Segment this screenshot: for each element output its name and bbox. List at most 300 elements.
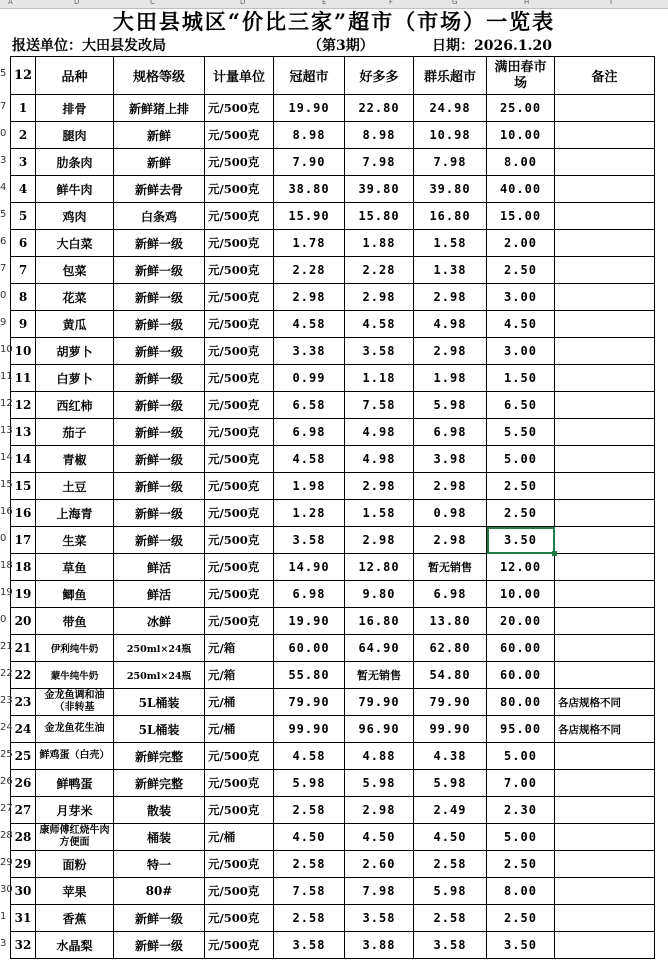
cell-no[interactable]: 13	[11, 419, 36, 446]
cell-name[interactable]: 鸡肉	[36, 203, 114, 230]
cell-p2[interactable]: 7.98	[345, 149, 414, 176]
cell-p3[interactable]: 39.80	[414, 176, 487, 203]
cell-p2[interactable]: 79.90	[345, 689, 414, 716]
cell-p2[interactable]: 96.90	[345, 716, 414, 743]
cell-name[interactable]: 腿肉	[36, 122, 114, 149]
cell-p3[interactable]: 24.98	[414, 95, 487, 122]
cell-unit[interactable]: 元/500克	[205, 257, 274, 284]
cell-p3[interactable]: 2.49	[414, 797, 487, 824]
cell-p4[interactable]: 7.00	[487, 770, 555, 797]
cell-unit[interactable]: 元/桶	[205, 824, 274, 851]
cell-unit[interactable]: 元/500克	[205, 527, 274, 554]
cell-unit[interactable]: 元/500克	[205, 284, 274, 311]
column-letter[interactable]: H	[524, 0, 530, 6]
cell-p4[interactable]: 2.50	[487, 905, 555, 932]
cell-unit[interactable]: 元/500克	[205, 419, 274, 446]
cell-p3[interactable]: 2.98	[414, 284, 487, 311]
cell-p4[interactable]: 10.00	[487, 122, 555, 149]
cell-unit[interactable]: 元/500克	[205, 797, 274, 824]
cell-note[interactable]: 各店规格不同	[555, 716, 655, 743]
row-number[interactable]: 5	[0, 209, 7, 220]
cell-p3[interactable]: 2.98	[414, 527, 487, 554]
cell-p2[interactable]: 4.98	[345, 419, 414, 446]
cell-unit[interactable]: 元/500克	[205, 338, 274, 365]
cell-p4[interactable]: 4.50	[487, 311, 555, 338]
cell-spec[interactable]: 鲜活	[114, 554, 205, 581]
cell-unit[interactable]: 元/500克	[205, 851, 274, 878]
cell-p4[interactable]: 5.50	[487, 419, 555, 446]
row-number[interactable]: 4	[0, 182, 7, 193]
cell-p4[interactable]: 10.00	[487, 581, 555, 608]
cell-no[interactable]: 12	[11, 392, 36, 419]
cell-p4[interactable]: 5.00	[487, 824, 555, 851]
cell-spec[interactable]: 250ml×24瓶	[114, 662, 205, 689]
cell-note[interactable]	[555, 284, 655, 311]
cell-no[interactable]: 28	[11, 824, 36, 851]
cell-spec[interactable]: 新鲜一级	[114, 473, 205, 500]
cell-spec[interactable]: 新鲜完整	[114, 743, 205, 770]
cell-p1[interactable]: 19.90	[274, 95, 345, 122]
cell-p2[interactable]: 1.58	[345, 500, 414, 527]
cell-p4[interactable]: 3.50	[487, 932, 555, 959]
cell-note[interactable]	[555, 743, 655, 770]
row-number[interactable]: 26	[0, 776, 13, 787]
column-letter[interactable]: F	[389, 0, 394, 6]
cell-p3[interactable]: 2.58	[414, 905, 487, 932]
cell-p4[interactable]: 20.00	[487, 608, 555, 635]
cell-p1[interactable]: 4.58	[274, 743, 345, 770]
cell-p1[interactable]: 3.58	[274, 527, 345, 554]
row-number[interactable]: 0	[0, 533, 7, 544]
cell-spec[interactable]: 新鲜去骨	[114, 176, 205, 203]
cell-unit[interactable]: 元/500克	[205, 176, 274, 203]
cell-unit[interactable]: 元/500克	[205, 473, 274, 500]
cell-unit[interactable]: 元/500克	[205, 500, 274, 527]
cell-unit[interactable]: 元/500克	[205, 581, 274, 608]
cell-p1[interactable]: 2.58	[274, 851, 345, 878]
column-letter[interactable]: E	[322, 0, 327, 6]
row-number[interactable]: 5	[0, 68, 7, 79]
cell-p4[interactable]: 25.00	[487, 95, 555, 122]
cell-spec[interactable]: 新鲜一级	[114, 338, 205, 365]
cell-unit[interactable]: 元/500克	[205, 230, 274, 257]
cell-p1[interactable]: 4.58	[274, 311, 345, 338]
cell-note[interactable]	[555, 95, 655, 122]
header-name[interactable]: 品种	[36, 57, 114, 95]
cell-p4[interactable]: 8.00	[487, 149, 555, 176]
cell-p1[interactable]: 0.99	[274, 365, 345, 392]
row-number[interactable]: 13	[0, 425, 13, 436]
cell-spec[interactable]: 新鲜	[114, 149, 205, 176]
cell-p1[interactable]: 6.58	[274, 392, 345, 419]
cell-note[interactable]	[555, 365, 655, 392]
cell-name[interactable]: 大白菜	[36, 230, 114, 257]
cell-p1[interactable]: 2.98	[274, 284, 345, 311]
row-number[interactable]: 23	[0, 695, 13, 706]
column-letter[interactable]: A	[8, 0, 13, 6]
cell-spec[interactable]: 白条鸡	[114, 203, 205, 230]
cell-p3[interactable]: 4.50	[414, 824, 487, 851]
cell-name[interactable]: 金龙鱼花生油	[36, 716, 114, 743]
cell-name[interactable]: 西红柿	[36, 392, 114, 419]
cell-note[interactable]	[555, 419, 655, 446]
row-number[interactable]: 15	[0, 479, 13, 490]
column-letter[interactable]: C	[150, 0, 155, 6]
cell-p3[interactable]: 79.90	[414, 689, 487, 716]
cell-p1[interactable]: 6.98	[274, 581, 345, 608]
cell-unit[interactable]: 元/500克	[205, 932, 274, 959]
header-store3[interactable]: 群乐超市	[414, 57, 487, 95]
cell-note[interactable]	[555, 608, 655, 635]
cell-spec[interactable]: 新鲜一级	[114, 500, 205, 527]
cell-p3[interactable]: 2.58	[414, 851, 487, 878]
cell-p2[interactable]: 1.88	[345, 230, 414, 257]
cell-note[interactable]	[555, 446, 655, 473]
cell-no[interactable]: 31	[11, 905, 36, 932]
row-number[interactable]: 30	[0, 884, 13, 895]
cell-name[interactable]: 茄子	[36, 419, 114, 446]
row-number[interactable]: 19	[0, 587, 13, 598]
row-number[interactable]: 28	[0, 830, 13, 841]
cell-p4[interactable]: 6.50	[487, 392, 555, 419]
cell-p1[interactable]: 55.80	[274, 662, 345, 689]
cell-p1[interactable]: 3.38	[274, 338, 345, 365]
cell-no[interactable]: 16	[11, 500, 36, 527]
cell-name[interactable]: 伊利纯牛奶	[36, 635, 114, 662]
cell-no[interactable]: 15	[11, 473, 36, 500]
header-unit[interactable]: 计量单位	[205, 57, 274, 95]
row-number[interactable]: 7	[0, 101, 7, 112]
cell-note[interactable]	[555, 797, 655, 824]
cell-note[interactable]	[555, 203, 655, 230]
cell-p4[interactable]: 2.50	[487, 851, 555, 878]
row-number[interactable]: 0	[0, 614, 7, 625]
cell-p2[interactable]: 22.80	[345, 95, 414, 122]
cell-p2[interactable]: 12.80	[345, 554, 414, 581]
cell-p3[interactable]: 1.38	[414, 257, 487, 284]
cell-note[interactable]	[555, 554, 655, 581]
cell-spec[interactable]: 新鲜一级	[114, 284, 205, 311]
cell-unit[interactable]: 元/500克	[205, 608, 274, 635]
cell-p4[interactable]: 2.50	[487, 473, 555, 500]
cell-p1[interactable]: 99.90	[274, 716, 345, 743]
cell-p2[interactable]: 64.90	[345, 635, 414, 662]
cell-name[interactable]: 草鱼	[36, 554, 114, 581]
cell-name[interactable]: 鲜鸭蛋	[36, 770, 114, 797]
cell-p2[interactable]: 2.60	[345, 851, 414, 878]
cell-p4[interactable]: 40.00	[487, 176, 555, 203]
cell-spec[interactable]: 鲜活	[114, 581, 205, 608]
cell-no[interactable]: 22	[11, 662, 36, 689]
cell-note[interactable]	[555, 851, 655, 878]
cell-p2[interactable]: 15.80	[345, 203, 414, 230]
cell-p2[interactable]: 4.88	[345, 743, 414, 770]
cell-no[interactable]: 10	[11, 338, 36, 365]
cell-unit[interactable]: 元/500克	[205, 149, 274, 176]
column-letter[interactable]: D	[74, 0, 80, 6]
row-number[interactable]: 22	[0, 668, 13, 679]
cell-unit[interactable]: 元/500克	[205, 311, 274, 338]
cell-p2[interactable]: 2.98	[345, 473, 414, 500]
cell-p2[interactable]: 7.98	[345, 878, 414, 905]
cell-note[interactable]	[555, 905, 655, 932]
cell-p1[interactable]: 79.90	[274, 689, 345, 716]
cell-p2[interactable]: 39.80	[345, 176, 414, 203]
cell-note[interactable]	[555, 662, 655, 689]
cell-spec[interactable]: 5L桶装	[114, 716, 205, 743]
cell-p1[interactable]: 38.80	[274, 176, 345, 203]
cell-note[interactable]	[555, 257, 655, 284]
header-spec[interactable]: 规格等级	[114, 57, 205, 95]
cell-p3[interactable]: 3.58	[414, 932, 487, 959]
cell-spec[interactable]: 新鲜完整	[114, 770, 205, 797]
cell-no[interactable]: 21	[11, 635, 36, 662]
cell-note[interactable]	[555, 176, 655, 203]
cell-note[interactable]	[555, 932, 655, 959]
cell-unit[interactable]: 元/箱	[205, 662, 274, 689]
cell-unit[interactable]: 元/500克	[205, 122, 274, 149]
cell-unit[interactable]: 元/500克	[205, 770, 274, 797]
cell-spec[interactable]: 80#	[114, 878, 205, 905]
cell-p2[interactable]: 3.88	[345, 932, 414, 959]
cell-p2[interactable]: 4.50	[345, 824, 414, 851]
cell-p1[interactable]: 8.98	[274, 122, 345, 149]
row-number[interactable]: 10	[0, 344, 13, 355]
cell-spec[interactable]: 特一	[114, 851, 205, 878]
cell-spec[interactable]: 新鲜猪上排	[114, 95, 205, 122]
cell-name[interactable]: 香蕉	[36, 905, 114, 932]
cell-name[interactable]: 鲜牛肉	[36, 176, 114, 203]
cell-note[interactable]	[555, 635, 655, 662]
cell-no[interactable]: 17	[11, 527, 36, 554]
cell-p1[interactable]: 6.98	[274, 419, 345, 446]
cell-no[interactable]: 1	[11, 95, 36, 122]
cell-unit[interactable]: 元/500克	[205, 203, 274, 230]
cell-spec[interactable]: 新鲜一级	[114, 905, 205, 932]
cell-p4[interactable]: 15.00	[487, 203, 555, 230]
cell-p1[interactable]: 1.28	[274, 500, 345, 527]
cell-p3[interactable]: 54.80	[414, 662, 487, 689]
cell-p3[interactable]: 10.98	[414, 122, 487, 149]
cell-p1[interactable]: 3.58	[274, 932, 345, 959]
cell-p3[interactable]: 16.80	[414, 203, 487, 230]
cell-spec[interactable]: 新鲜一级	[114, 446, 205, 473]
cell-no[interactable]: 24	[11, 716, 36, 743]
cell-p4[interactable]: 2.30	[487, 797, 555, 824]
cell-spec[interactable]: 桶装	[114, 824, 205, 851]
cell-p3[interactable]: 62.80	[414, 635, 487, 662]
row-number[interactable]: 18	[0, 560, 13, 571]
cell-no[interactable]: 4	[11, 176, 36, 203]
cell-p4[interactable]: 3.50	[487, 527, 555, 554]
cell-note[interactable]	[555, 770, 655, 797]
cell-no[interactable]: 30	[11, 878, 36, 905]
cell-name[interactable]: 金龙鱼调和油（非转基	[36, 689, 114, 716]
cell-note[interactable]	[555, 230, 655, 257]
column-letter[interactable]: G	[452, 0, 458, 6]
cell-name[interactable]: 鲫鱼	[36, 581, 114, 608]
cell-p3[interactable]: 0.98	[414, 500, 487, 527]
row-number[interactable]: 0	[0, 128, 7, 139]
cell-name[interactable]: 蒙牛纯牛奶	[36, 662, 114, 689]
cell-p3[interactable]: 5.98	[414, 392, 487, 419]
cell-p1[interactable]: 60.00	[274, 635, 345, 662]
row-number[interactable]: 12	[0, 398, 13, 409]
cell-p4[interactable]: 1.50	[487, 365, 555, 392]
header-store4[interactable]: 满田春市场	[487, 57, 555, 95]
cell-spec[interactable]: 新鲜一级	[114, 365, 205, 392]
cell-spec[interactable]: 新鲜一级	[114, 932, 205, 959]
cell-p2[interactable]: 4.98	[345, 446, 414, 473]
cell-p2[interactable]: 2.98	[345, 527, 414, 554]
cell-p2[interactable]: 9.80	[345, 581, 414, 608]
row-number[interactable]: 27	[0, 803, 13, 814]
cell-note[interactable]	[555, 824, 655, 851]
cell-p2[interactable]: 8.98	[345, 122, 414, 149]
cell-p3[interactable]: 7.98	[414, 149, 487, 176]
cell-p1[interactable]: 19.90	[274, 608, 345, 635]
cell-spec[interactable]: 新鲜	[114, 122, 205, 149]
cell-name[interactable]: 面粉	[36, 851, 114, 878]
row-number[interactable]: 16	[0, 506, 13, 517]
cell-p3[interactable]: 13.80	[414, 608, 487, 635]
cell-note[interactable]	[555, 311, 655, 338]
cell-note[interactable]	[555, 122, 655, 149]
cell-p2[interactable]: 2.98	[345, 284, 414, 311]
cell-no[interactable]: 23	[11, 689, 36, 716]
cell-unit[interactable]: 元/桶	[205, 716, 274, 743]
cell-p1[interactable]: 1.98	[274, 473, 345, 500]
cell-p4[interactable]: 2.50	[487, 257, 555, 284]
cell-no[interactable]: 26	[11, 770, 36, 797]
cell-spec[interactable]: 新鲜一级	[114, 527, 205, 554]
cell-no[interactable]: 18	[11, 554, 36, 581]
cell-p2[interactable]: 1.18	[345, 365, 414, 392]
cell-p2[interactable]: 3.58	[345, 905, 414, 932]
cell-note[interactable]	[555, 527, 655, 554]
cell-spec[interactable]: 250ml×24瓶	[114, 635, 205, 662]
row-number[interactable]: 6	[0, 236, 7, 247]
cell-no[interactable]: 27	[11, 797, 36, 824]
cell-spec[interactable]: 冰鲜	[114, 608, 205, 635]
cell-unit[interactable]: 元/500克	[205, 365, 274, 392]
cell-name[interactable]: 康师傅红烧牛肉方便面	[36, 824, 114, 851]
cell-name[interactable]: 青椒	[36, 446, 114, 473]
cell-no[interactable]: 8	[11, 284, 36, 311]
column-letter[interactable]: D	[240, 0, 246, 6]
cell-p1[interactable]: 2.58	[274, 797, 345, 824]
cell-name[interactable]: 水晶梨	[36, 932, 114, 959]
cell-p4[interactable]: 3.00	[487, 338, 555, 365]
cell-p1[interactable]: 4.58	[274, 446, 345, 473]
cell-note[interactable]	[555, 581, 655, 608]
row-number[interactable]: 0	[0, 290, 7, 301]
cell-p2[interactable]: 5.98	[345, 770, 414, 797]
cell-unit[interactable]: 元/500克	[205, 554, 274, 581]
cell-no[interactable]: 20	[11, 608, 36, 635]
cell-name[interactable]: 上海青	[36, 500, 114, 527]
cell-p3[interactable]: 1.98	[414, 365, 487, 392]
cell-no[interactable]: 32	[11, 932, 36, 959]
cell-name[interactable]: 带鱼	[36, 608, 114, 635]
cell-name[interactable]: 土豆	[36, 473, 114, 500]
cell-p4[interactable]: 80.00	[487, 689, 555, 716]
cell-no[interactable]: 14	[11, 446, 36, 473]
cell-spec[interactable]: 新鲜一级	[114, 392, 205, 419]
cell-no[interactable]: 9	[11, 311, 36, 338]
cell-p4[interactable]: 60.00	[487, 635, 555, 662]
cell-p4[interactable]: 2.00	[487, 230, 555, 257]
cell-p1[interactable]: 15.90	[274, 203, 345, 230]
cell-p1[interactable]: 5.98	[274, 770, 345, 797]
cell-p1[interactable]: 7.58	[274, 878, 345, 905]
cell-name[interactable]: 生菜	[36, 527, 114, 554]
row-number[interactable]: 11	[0, 371, 13, 382]
cell-name[interactable]: 包菜	[36, 257, 114, 284]
cell-note[interactable]	[555, 500, 655, 527]
row-number[interactable]: 3	[0, 155, 7, 166]
cell-name[interactable]: 肋条肉	[36, 149, 114, 176]
cell-note[interactable]: 各店规格不同	[555, 689, 655, 716]
cell-p4[interactable]: 12.00	[487, 554, 555, 581]
cell-no[interactable]: 25	[11, 743, 36, 770]
cell-name[interactable]: 月芽米	[36, 797, 114, 824]
cell-note[interactable]	[555, 392, 655, 419]
cell-p1[interactable]: 1.78	[274, 230, 345, 257]
cell-p3[interactable]: 6.98	[414, 581, 487, 608]
row-number[interactable]: 14	[0, 452, 13, 463]
cell-name[interactable]: 白萝卜	[36, 365, 114, 392]
cell-p4[interactable]: 60.00	[487, 662, 555, 689]
cell-note[interactable]	[555, 338, 655, 365]
cell-no[interactable]: 11	[11, 365, 36, 392]
cell-name[interactable]: 排骨	[36, 95, 114, 122]
header-note[interactable]: 备注	[555, 57, 655, 95]
cell-unit[interactable]: 元/箱	[205, 635, 274, 662]
cell-p4[interactable]: 5.00	[487, 743, 555, 770]
cell-p4[interactable]: 5.00	[487, 446, 555, 473]
cell-p3[interactable]: 99.90	[414, 716, 487, 743]
cell-unit[interactable]: 元/500克	[205, 743, 274, 770]
cell-p1[interactable]: 2.28	[274, 257, 345, 284]
cell-p2[interactable]: 7.58	[345, 392, 414, 419]
row-number[interactable]: 21	[0, 641, 13, 652]
cell-note[interactable]	[555, 473, 655, 500]
cell-spec[interactable]: 新鲜一级	[114, 257, 205, 284]
cell-no[interactable]: 2	[11, 122, 36, 149]
cell-note[interactable]	[555, 149, 655, 176]
cell-p3[interactable]: 暂无销售	[414, 554, 487, 581]
header-store2[interactable]: 好多多	[345, 57, 414, 95]
cell-spec[interactable]: 新鲜一级	[114, 230, 205, 257]
row-number[interactable]: 29	[0, 857, 13, 868]
cell-no[interactable]: 5	[11, 203, 36, 230]
cell-p3[interactable]: 2.98	[414, 473, 487, 500]
row-number[interactable]: 3	[0, 938, 7, 949]
cell-spec[interactable]: 新鲜一级	[114, 311, 205, 338]
cell-p2[interactable]: 3.58	[345, 338, 414, 365]
cell-unit[interactable]: 元/500克	[205, 392, 274, 419]
cell-p2[interactable]: 16.80	[345, 608, 414, 635]
cell-no[interactable]: 6	[11, 230, 36, 257]
cell-p3[interactable]: 4.98	[414, 311, 487, 338]
cell-p2[interactable]: 暂无销售	[345, 662, 414, 689]
cell-p3[interactable]: 5.98	[414, 878, 487, 905]
cell-no[interactable]: 29	[11, 851, 36, 878]
row-number[interactable]: 9	[0, 317, 7, 328]
cell-p4[interactable]: 8.00	[487, 878, 555, 905]
cell-p2[interactable]: 2.28	[345, 257, 414, 284]
